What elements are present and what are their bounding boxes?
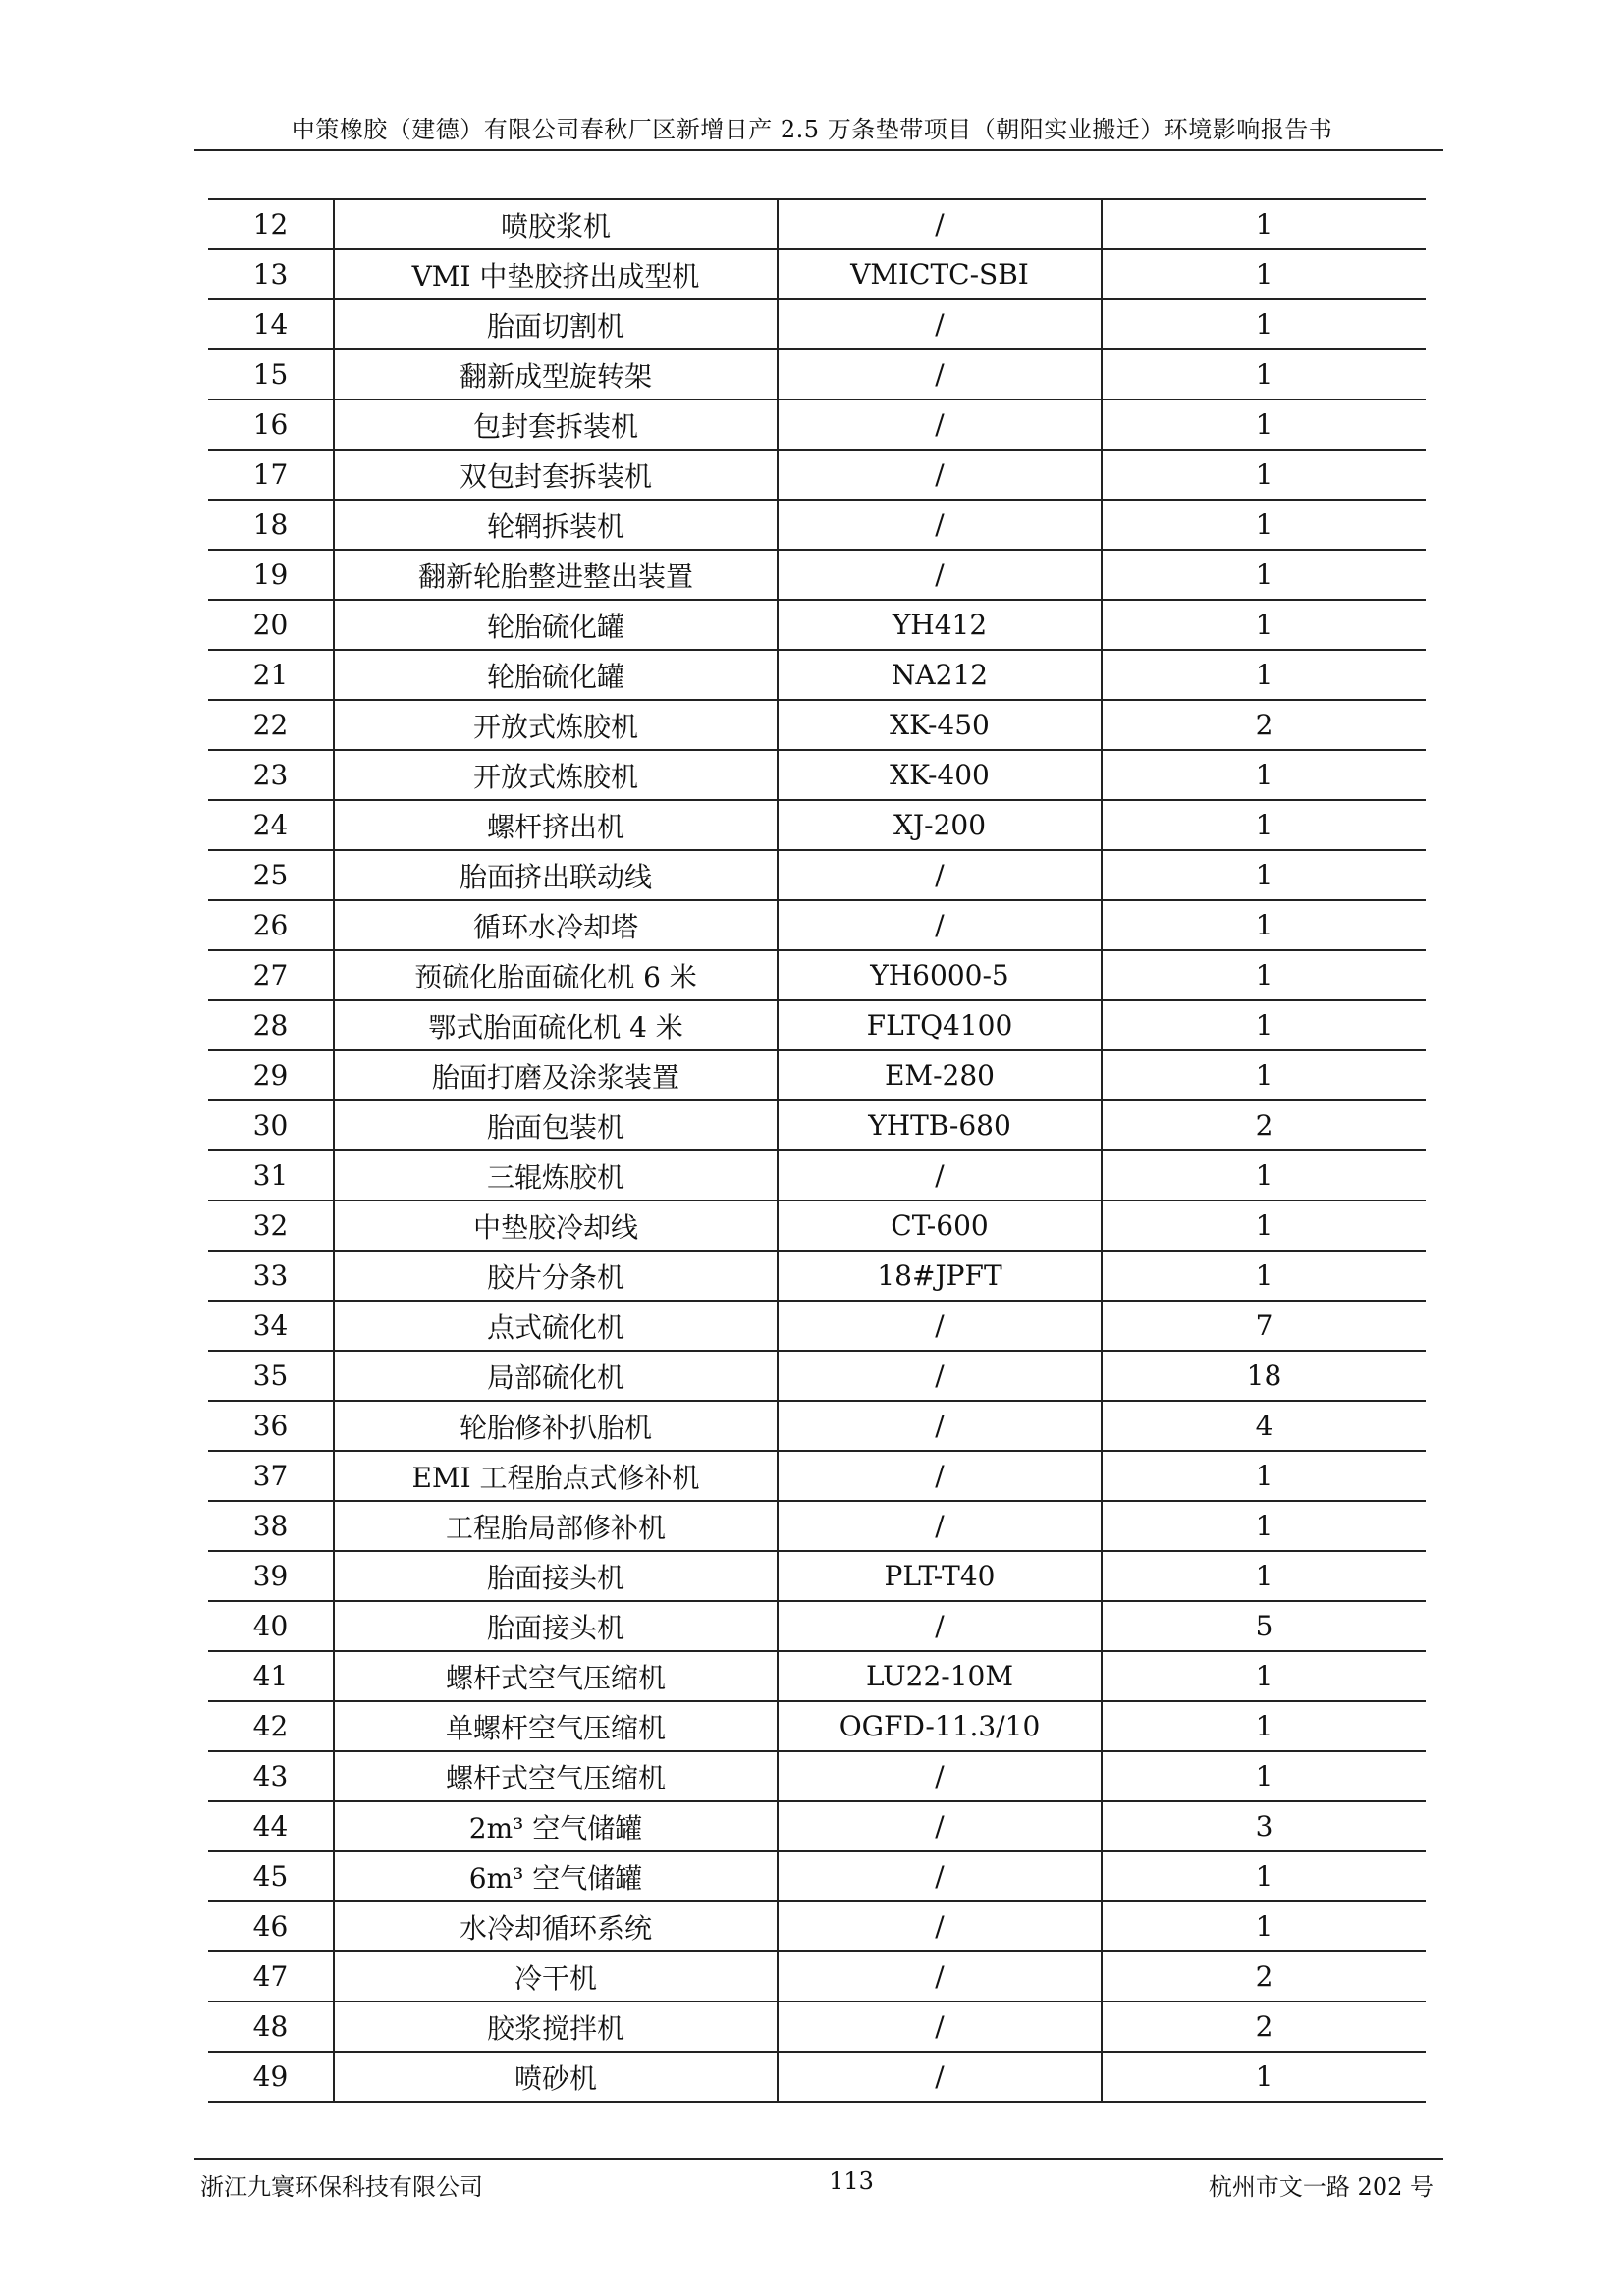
model-cell: LU22-10M — [778, 1651, 1102, 1701]
equipment-name-cell: 喷砂机 — [334, 2052, 778, 2102]
model-cell: OGFD-11.3/10 — [778, 1701, 1102, 1751]
quantity-cell: 1 — [1102, 550, 1426, 600]
row-number-cell: 40 — [208, 1601, 334, 1651]
table-row — [208, 1601, 1426, 1651]
table-row — [208, 1651, 1426, 1701]
model-cell: / — [778, 1401, 1102, 1451]
row-number-cell: 43 — [208, 1751, 334, 1801]
equipment-name-cell: 胶浆搅拌机 — [334, 2002, 778, 2052]
table-row — [208, 600, 1426, 650]
table-row — [208, 1150, 1426, 1201]
row-number-cell: 22 — [208, 700, 334, 750]
quantity-cell: 4 — [1102, 1401, 1426, 1451]
model-cell: / — [778, 199, 1102, 249]
table-row — [208, 1751, 1426, 1801]
quantity-cell: 1 — [1102, 1251, 1426, 1301]
equipment-name-cell: 胎面接头机 — [334, 1601, 778, 1651]
quantity-cell: 1 — [1102, 1551, 1426, 1601]
quantity-cell: 1 — [1102, 349, 1426, 400]
equipment-name-cell: 螺杆挤出机 — [334, 800, 778, 850]
table-row — [208, 1401, 1426, 1451]
equipment-table — [208, 198, 1426, 2103]
quantity-cell: 1 — [1102, 950, 1426, 1000]
equipment-name-cell: 点式硫化机 — [334, 1301, 778, 1351]
row-number-cell: 47 — [208, 1951, 334, 2002]
table-row — [208, 800, 1426, 850]
quantity-cell: 1 — [1102, 1851, 1426, 1901]
equipment-name-cell: 胎面挤出联动线 — [334, 850, 778, 900]
row-number-cell: 39 — [208, 1551, 334, 1601]
table-row — [208, 1451, 1426, 1501]
equipment-table-body — [208, 199, 1426, 2102]
equipment-name-cell: 局部硫化机 — [334, 1351, 778, 1401]
equipment-name-cell: 螺杆式空气压缩机 — [334, 1751, 778, 1801]
quantity-cell: 1 — [1102, 650, 1426, 700]
model-cell: / — [778, 850, 1102, 900]
table-row — [208, 2052, 1426, 2102]
model-cell: FLTQ4100 — [778, 1000, 1102, 1050]
quantity-cell: 1 — [1102, 900, 1426, 950]
model-cell: VMICTC-SBI — [778, 249, 1102, 299]
table-row — [208, 950, 1426, 1000]
footer-company: 浙江九寰环保科技有限公司 — [200, 2173, 483, 2201]
model-cell: / — [778, 349, 1102, 400]
row-number-cell: 41 — [208, 1651, 334, 1701]
quantity-cell: 1 — [1102, 850, 1426, 900]
table-row — [208, 1000, 1426, 1050]
equipment-name-cell: 双包封套拆装机 — [334, 450, 778, 500]
equipment-name-cell: 中垫胶冷却线 — [334, 1201, 778, 1251]
table-row — [208, 1901, 1426, 1951]
quantity-cell: 1 — [1102, 750, 1426, 800]
table-row — [208, 750, 1426, 800]
equipment-name-cell: 轮辋拆装机 — [334, 500, 778, 550]
equipment-name-cell: VMI 中垫胶挤出成型机 — [334, 249, 778, 299]
equipment-name-cell: EMI 工程胎点式修补机 — [334, 1451, 778, 1501]
row-number-cell: 36 — [208, 1401, 334, 1451]
model-cell: CT-600 — [778, 1201, 1102, 1251]
model-cell: / — [778, 2002, 1102, 2052]
equipment-name-cell: 鄂式胎面硫化机 4 米 — [334, 1000, 778, 1050]
table-row — [208, 700, 1426, 750]
quantity-cell: 1 — [1102, 1751, 1426, 1801]
model-cell: / — [778, 450, 1102, 500]
quantity-cell: 1 — [1102, 1701, 1426, 1751]
equipment-name-cell: 水冷却循环系统 — [334, 1901, 778, 1951]
model-cell: / — [778, 1301, 1102, 1351]
model-cell: / — [778, 1351, 1102, 1401]
model-cell: NA212 — [778, 650, 1102, 700]
table-row — [208, 900, 1426, 950]
model-cell: / — [778, 1501, 1102, 1551]
table-row — [208, 1251, 1426, 1301]
table-row — [208, 1301, 1426, 1351]
model-cell: / — [778, 400, 1102, 450]
quantity-cell: 7 — [1102, 1301, 1426, 1351]
row-number-cell: 46 — [208, 1901, 334, 1951]
table-row — [208, 249, 1426, 299]
quantity-cell: 1 — [1102, 450, 1426, 500]
row-number-cell: 31 — [208, 1150, 334, 1201]
equipment-name-cell: 预硫化胎面硫化机 6 米 — [334, 950, 778, 1000]
table-row — [208, 1551, 1426, 1601]
table-row — [208, 1050, 1426, 1100]
row-number-cell: 25 — [208, 850, 334, 900]
equipment-name-cell: 喷胶浆机 — [334, 199, 778, 249]
quantity-cell: 1 — [1102, 600, 1426, 650]
page-header-title: 中策橡胶（建德）有限公司春秋厂区新增日产 2.5 万条垫带项目（朝阳实业搬迁）环境影响报告书 — [291, 116, 1333, 143]
table-row — [208, 1701, 1426, 1751]
row-number-cell: 12 — [208, 199, 334, 249]
equipment-name-cell: 开放式炼胶机 — [334, 750, 778, 800]
equipment-name-cell: 胎面切割机 — [334, 299, 778, 349]
row-number-cell: 21 — [208, 650, 334, 700]
row-number-cell: 48 — [208, 2002, 334, 2052]
row-number-cell: 32 — [208, 1201, 334, 1251]
footer-page-number: 113 — [829, 2167, 874, 2195]
equipment-name-cell: 胎面包装机 — [334, 1100, 778, 1150]
equipment-name-cell: 翻新成型旋转架 — [334, 349, 778, 400]
row-number-cell: 45 — [208, 1851, 334, 1901]
table-row — [208, 1201, 1426, 1251]
quantity-cell: 1 — [1102, 500, 1426, 550]
model-cell: / — [778, 550, 1102, 600]
model-cell: 18#JPFT — [778, 1251, 1102, 1301]
row-number-cell: 27 — [208, 950, 334, 1000]
row-number-cell: 28 — [208, 1000, 334, 1050]
model-cell: EM-280 — [778, 1050, 1102, 1100]
row-number-cell: 18 — [208, 500, 334, 550]
quantity-cell: 18 — [1102, 1351, 1426, 1401]
row-number-cell: 35 — [208, 1351, 334, 1401]
equipment-name-cell: 翻新轮胎整进整出装置 — [334, 550, 778, 600]
model-cell: / — [778, 2052, 1102, 2102]
footer-divider — [194, 2158, 1443, 2160]
row-number-cell: 15 — [208, 349, 334, 400]
quantity-cell: 1 — [1102, 1201, 1426, 1251]
quantity-cell: 1 — [1102, 249, 1426, 299]
equipment-name-cell: 轮胎硫化罐 — [334, 600, 778, 650]
table-row — [208, 1801, 1426, 1851]
equipment-name-cell: 三辊炼胶机 — [334, 1150, 778, 1201]
model-cell: / — [778, 900, 1102, 950]
row-number-cell: 30 — [208, 1100, 334, 1150]
row-number-cell: 44 — [208, 1801, 334, 1851]
model-cell: / — [778, 1951, 1102, 2002]
model-cell: PLT-T40 — [778, 1551, 1102, 1601]
quantity-cell: 1 — [1102, 2052, 1426, 2102]
equipment-name-cell: 工程胎局部修补机 — [334, 1501, 778, 1551]
row-number-cell: 20 — [208, 600, 334, 650]
quantity-cell: 1 — [1102, 299, 1426, 349]
table-row — [208, 299, 1426, 349]
table-row — [208, 2002, 1426, 2052]
quantity-cell: 5 — [1102, 1601, 1426, 1651]
quantity-cell: 1 — [1102, 1050, 1426, 1100]
model-cell: / — [778, 1801, 1102, 1851]
quantity-cell: 1 — [1102, 400, 1426, 450]
model-cell: XJ-200 — [778, 800, 1102, 850]
table-row — [208, 650, 1426, 700]
equipment-name-cell: 螺杆式空气压缩机 — [334, 1651, 778, 1701]
model-cell: / — [778, 1751, 1102, 1801]
equipment-name-cell: 胎面打磨及涂浆装置 — [334, 1050, 778, 1100]
quantity-cell: 1 — [1102, 800, 1426, 850]
model-cell: XK-400 — [778, 750, 1102, 800]
table-row — [208, 1851, 1426, 1901]
header-divider — [194, 149, 1443, 151]
model-cell: / — [778, 1150, 1102, 1201]
equipment-name-cell: 6m³ 空气储罐 — [334, 1851, 778, 1901]
equipment-name-cell: 单螺杆空气压缩机 — [334, 1701, 778, 1751]
table-row — [208, 550, 1426, 600]
quantity-cell: 2 — [1102, 2002, 1426, 2052]
model-cell: YH6000-5 — [778, 950, 1102, 1000]
model-cell: XK-450 — [778, 700, 1102, 750]
model-cell: / — [778, 1601, 1102, 1651]
table-row — [208, 1951, 1426, 2002]
table-row — [208, 400, 1426, 450]
equipment-name-cell: 胎面接头机 — [334, 1551, 778, 1601]
model-cell: / — [778, 500, 1102, 550]
quantity-cell: 1 — [1102, 1451, 1426, 1501]
model-cell: YH412 — [778, 600, 1102, 650]
row-number-cell: 29 — [208, 1050, 334, 1100]
table-row — [208, 1501, 1426, 1551]
row-number-cell: 38 — [208, 1501, 334, 1551]
quantity-cell: 1 — [1102, 199, 1426, 249]
quantity-cell: 1 — [1102, 1651, 1426, 1701]
row-number-cell: 37 — [208, 1451, 334, 1501]
table-row — [208, 500, 1426, 550]
row-number-cell: 19 — [208, 550, 334, 600]
row-number-cell: 17 — [208, 450, 334, 500]
model-cell: YHTB-680 — [778, 1100, 1102, 1150]
model-cell: / — [778, 1451, 1102, 1501]
row-number-cell: 26 — [208, 900, 334, 950]
quantity-cell: 1 — [1102, 1000, 1426, 1050]
equipment-name-cell: 循环水冷却塔 — [334, 900, 778, 950]
model-cell: / — [778, 1901, 1102, 1951]
table-row — [208, 349, 1426, 400]
footer-address: 杭州市文一路 202 号 — [1208, 2173, 1434, 2201]
table-row — [208, 850, 1426, 900]
equipment-name-cell: 开放式炼胶机 — [334, 700, 778, 750]
equipment-name-cell: 轮胎硫化罐 — [334, 650, 778, 700]
row-number-cell: 33 — [208, 1251, 334, 1301]
equipment-name-cell: 2m³ 空气储罐 — [334, 1801, 778, 1851]
row-number-cell: 23 — [208, 750, 334, 800]
quantity-cell: 1 — [1102, 1901, 1426, 1951]
quantity-cell: 2 — [1102, 1100, 1426, 1150]
row-number-cell: 42 — [208, 1701, 334, 1751]
model-cell: / — [778, 299, 1102, 349]
row-number-cell: 14 — [208, 299, 334, 349]
quantity-cell: 2 — [1102, 1951, 1426, 2002]
quantity-cell: 2 — [1102, 700, 1426, 750]
row-number-cell: 49 — [252, 2060, 289, 2093]
equipment-name-cell: 胶片分条机 — [334, 1251, 778, 1301]
equipment-name-cell: 轮胎修补扒胎机 — [334, 1401, 778, 1451]
quantity-cell: 1 — [1102, 1501, 1426, 1551]
table-row — [208, 1351, 1426, 1401]
row-number-cell: 34 — [208, 1301, 334, 1351]
table-row — [208, 199, 1426, 249]
quantity-cell: 3 — [1102, 1801, 1426, 1851]
model-cell: / — [778, 1851, 1102, 1901]
table-row — [208, 450, 1426, 500]
quantity-cell: 1 — [1102, 1150, 1426, 1201]
equipment-name-cell: 包封套拆装机 — [334, 400, 778, 450]
table-row — [208, 1100, 1426, 1150]
row-number-cell: 24 — [208, 800, 334, 850]
row-number-cell: 13 — [208, 249, 334, 299]
equipment-name-cell: 冷干机 — [334, 1951, 778, 2002]
row-number-cell: 16 — [208, 400, 334, 450]
